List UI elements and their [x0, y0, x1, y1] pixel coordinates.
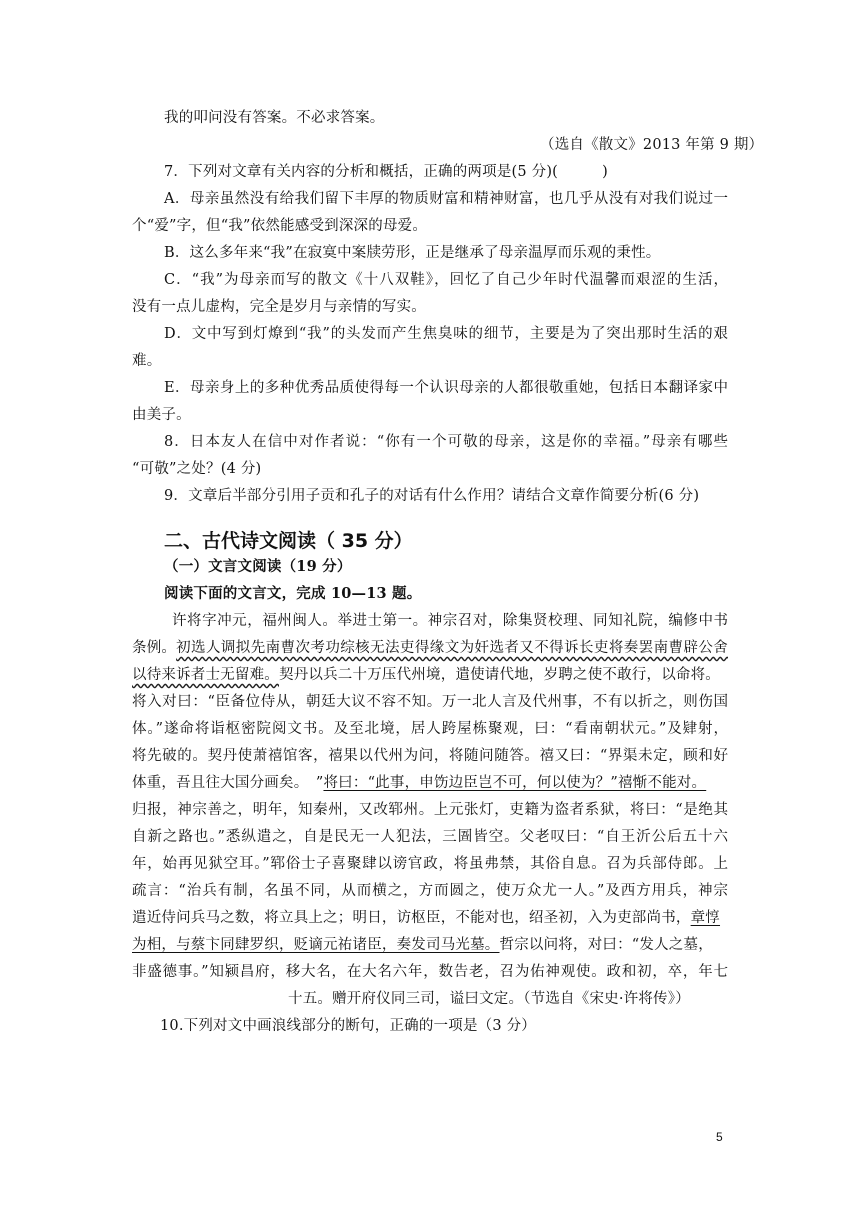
- classical-line-13: [132, 935, 713, 955]
- question-7-option-d-line2: 难。: [132, 353, 162, 369]
- question-7-option-a-line1: A．母亲虽然没有给我们留下丰厚的物质财富和精神财富，也几乎从没有对我们说过一: [164, 191, 728, 207]
- underlined-sentence-1: 将曰：“此事，申饬边臣岂不可，何以使为？”禧惭不能对。: [323, 775, 707, 791]
- question-7-option-c-line2: 没有一点儿虚构，完全是岁月与亲情的写实。: [132, 299, 426, 315]
- question-8-line1: 8．日本友人在信中对作者说：“你有一个可敬的母亲，这是你的幸福。”母亲有哪些: [164, 434, 728, 450]
- classical-line-7: [132, 773, 706, 793]
- question-7-option-e-line1: E．母亲身上的多种优秀品质使得每一个认识母亲的人都很敬重她，包括日本翻译家中: [164, 380, 728, 396]
- question-7-stem: 7．下列对文章有关内容的分析和概括，正确的两项是(5 分)( ): [164, 164, 608, 180]
- section-2-heading: 二、古代诗文阅读（ 35 分）: [164, 530, 413, 552]
- passage-end-line: 我的叩问没有答案。不必求答案。: [164, 110, 385, 126]
- question-7-option-c-line1: C．“我”为母亲而写的散文《十八双鞋》，回忆了自己少年时代温馨而艰涩的生活，: [164, 272, 728, 288]
- wavy-underlined-passage-part2: 以待来诉者士无留难。: [132, 667, 279, 683]
- classical-line-5: 体。”遂命将诣枢密院阅文书。及至北境，居人跨屋栋聚观，曰：“看南朝状元。”及肄射，: [132, 721, 728, 737]
- classical-line-15-source: 十五。赠开府仪同三司，谥曰文定。（节选自《宋史·许将传》）: [288, 991, 690, 1007]
- classical-line-3-rest: 契丹以兵二十万压代州境，遣使请代地，岁聘之使不敢行，以命将。: [279, 667, 720, 683]
- question-10-stem: 10.下列对文中画浪线部分的断句，正确的一项是（3 分）: [160, 1018, 536, 1034]
- classical-line-1: 许将字冲元，福州闽人。举进士第一。神宗召对，除集贤校理、同知礼院，编修中书: [172, 613, 728, 629]
- classical-line-2: [132, 638, 728, 658]
- classical-line-6: 将先破的。契丹使萧禧馆客，禧果以代州为问，将随问随答。禧又曰：“界渠未定，顾和好: [132, 748, 728, 764]
- classical-line-3: [132, 665, 720, 685]
- classical-line-7-start: 体重，吾且往大国分画矣。 ”: [132, 775, 324, 791]
- classical-line-13-rest: 哲宗以问将，对曰：“发人之墓，: [499, 937, 713, 953]
- classical-line-4: 将入对曰：“臣备位侍从，朝廷大议不容不知。万一北人言及代州事，不有以折之，则伤国: [132, 694, 728, 710]
- classical-line-10: 年，始再见狱空耳。”郓俗士子喜聚肆以谤官政，将虽弗禁，其俗自息。召为兵部侍郎。上: [132, 856, 728, 872]
- question-8-line2: “可敬”之处？(4 分): [132, 461, 262, 477]
- page-number: 5: [716, 1130, 723, 1144]
- question-9: 9．文章后半部分引用子贡和孔子的对话有什么作用？请结合文章作简要分析(6 分): [164, 488, 700, 504]
- underlined-sentence-2-part1: 章惇: [690, 910, 721, 926]
- classical-line-12: [132, 908, 720, 928]
- classical-line-11: 疏言：“治兵有制，名虽不同，从而横之，方而圆之，使万众尤一人。”及西方用兵，神宗: [132, 883, 728, 899]
- question-7-option-b: B．这么多年来“我”在寂寞中案牍劳形，正是继承了母亲温厚而乐观的秉性。: [164, 245, 661, 261]
- question-7-option-d-line1: D．文中写到灯燎到“我”的头发而产生焦臭味的细节，主要是为了突出那时生活的艰: [164, 326, 728, 342]
- section-2-subheading: （一）文言文阅读（19 分）: [164, 558, 352, 575]
- question-7-option-a-line2: 个“爱”字，但“我”依然能感受到深深的母爱。: [132, 218, 428, 234]
- classical-line-2-start: 条例。: [132, 640, 177, 656]
- classical-line-9: 自新之路也。”悉纵遣之，自是民无一人犯法，三圄皆空。父老叹曰：“自王沂公后五十六: [132, 829, 728, 845]
- question-7-option-e-line2: 由美子。: [132, 407, 191, 423]
- underlined-sentence-2-part2: 为相，与蔡卞同肆罗织，贬谪元祐诸臣，奏发司马光墓。: [132, 937, 500, 953]
- passage-source: （选自《散文》2013 年第 9 期）: [540, 137, 764, 153]
- section-2-instruction: 阅读下面的文言文，完成 10—13 题。: [164, 585, 422, 602]
- classical-line-8: 归报，神宗善之，明年，知秦州，又改郓州。上元张灯，吏籍为盗者系狱，将曰：“是绝其: [132, 802, 728, 818]
- classical-line-14: 非盛德事。”知颍昌府，移大名，在大名六年，数告老，召为佑神观使。政和初，卒，年七: [132, 964, 728, 980]
- classical-line-12-start: 遣近侍问兵马之数，将立具上之；明日，访枢臣，不能对也，绍圣初，入为吏部尚书，: [132, 910, 691, 926]
- wavy-underlined-passage-part1: 初选人调拟先南曹次考功综核无法吏得缘文为奸选者又不得诉长吏将奏罢南曹辟公舍: [176, 640, 728, 656]
